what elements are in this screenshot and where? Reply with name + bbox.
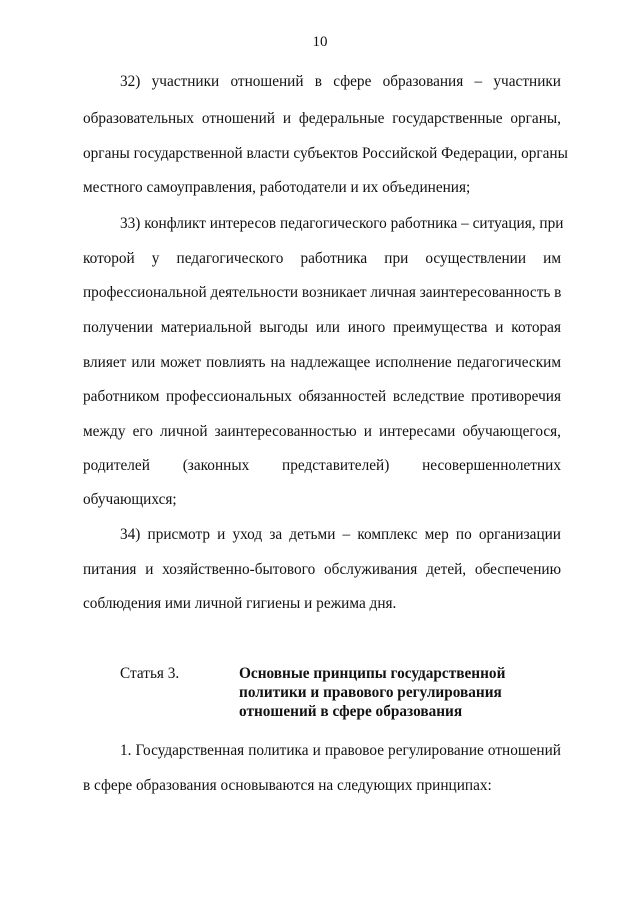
item-33-line-3: профессиональной деятельности возникает личная заинтересованность в — [83, 284, 562, 301]
item-33-line-4: получении материальной выгоды или иного преимущества и которая — [83, 319, 561, 336]
article-title — [239, 664, 539, 721]
article-label: Статья 3. — [120, 665, 180, 682]
clause-1-line-1: 1. Государственная политика и правовое регулирование отношений — [120, 742, 561, 759]
item-32-line-3: органы государственной власти субъектов Российской Федерации, органы — [83, 145, 568, 162]
item-34-line-1: 34) присмотр и уход за детьми – комплекс мер по организации — [120, 526, 561, 543]
item-33-line-6: работником профессиональных обязанностей вследствие противоречия — [83, 388, 561, 405]
item-33-line-7: между его личной заинтересованностью и интересами обучающегося, — [83, 423, 561, 440]
item-33-line-2: которой у педагогического работника при осуществлении им — [83, 250, 561, 267]
item-34-line-2: питания и хозяйственно-бытового обслуживания детей, обеспечению — [83, 561, 561, 578]
item-32-line-4: местного самоуправления, работодатели и их объединения; — [83, 179, 471, 196]
page-number: 10 — [312, 34, 328, 50]
article-title-line-1: Основные принципы государственной — [239, 665, 506, 682]
item-33-line-8: родителей (законных представителей) несовершеннолетних — [83, 457, 561, 474]
article-title-line-2: политики и правового регулирования — [239, 684, 502, 701]
item-32-line-1: 32) участники отношений в сфере образования – участники — [120, 73, 561, 90]
item-32-line-2: образовательных отношений и федеральные государственные органы, — [83, 110, 561, 127]
item-33-line-1: 33) конфликт интересов педагогического работника – ситуация, при — [120, 215, 564, 232]
item-33-line-9: обучающихся; — [83, 491, 177, 508]
item-34-line-3: соблюдения ими личной гигиены и режима дня. — [83, 595, 397, 612]
article-title-line-3: отношений в сфере образования — [239, 703, 463, 720]
item-33-line-5: влияет или может повлиять на надлежащее исполнение педагогическим — [83, 354, 561, 371]
clause-1-line-2: в сфере образования основываются на следующих принципах: — [83, 777, 492, 794]
